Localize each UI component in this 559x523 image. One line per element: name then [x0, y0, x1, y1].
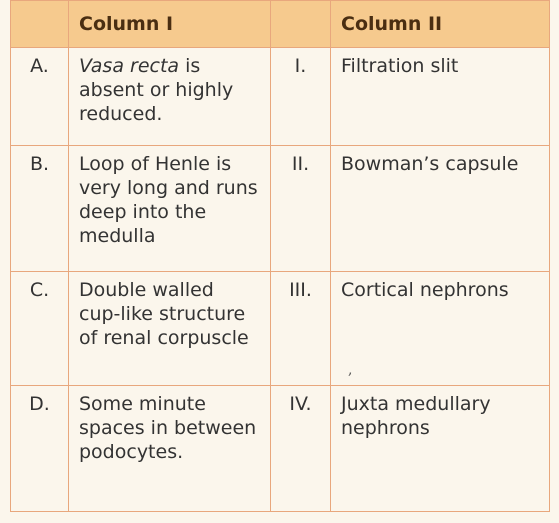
row-roman: III.	[271, 272, 331, 386]
column-2-item: Cortical nephrons	[331, 272, 550, 386]
row-letter: D.	[11, 386, 69, 512]
row-roman: IV.	[271, 386, 331, 512]
header-column-1: Column I	[69, 1, 271, 48]
column-1-item: Some minute spaces in between podocytes.	[69, 386, 271, 512]
header-blank-1	[11, 1, 69, 48]
table-row	[11, 386, 550, 512]
row-letter: A.	[11, 48, 69, 146]
table-header-row	[11, 1, 550, 48]
header-column-2: Column II	[331, 1, 550, 48]
column-2-item: Juxta medullary nephrons	[331, 386, 550, 512]
column-1-item	[69, 48, 271, 146]
column-1-item: Loop of Henle is very long and runs deep into the medulla	[69, 146, 271, 272]
column-1-item-text: is absent or highly reduced.	[79, 55, 234, 125]
table-row	[11, 146, 550, 272]
column-2-item: Bowman’s capsule	[331, 146, 550, 272]
row-roman: I.	[271, 48, 331, 146]
row-letter: C.	[11, 272, 69, 386]
column-2-item: Filtration slit	[331, 48, 550, 146]
row-letter: B.	[11, 146, 69, 272]
table-row	[11, 272, 550, 386]
header-blank-2	[271, 1, 331, 48]
stray-ink-mark: ,	[348, 362, 353, 378]
column-1-item-italic: Vasa recta	[79, 55, 180, 77]
table-row	[11, 48, 550, 146]
column-1-item: Double walled cup-like structure of renal corpuscle	[69, 272, 271, 386]
match-the-columns-table	[10, 0, 550, 512]
row-roman: II.	[271, 146, 331, 272]
